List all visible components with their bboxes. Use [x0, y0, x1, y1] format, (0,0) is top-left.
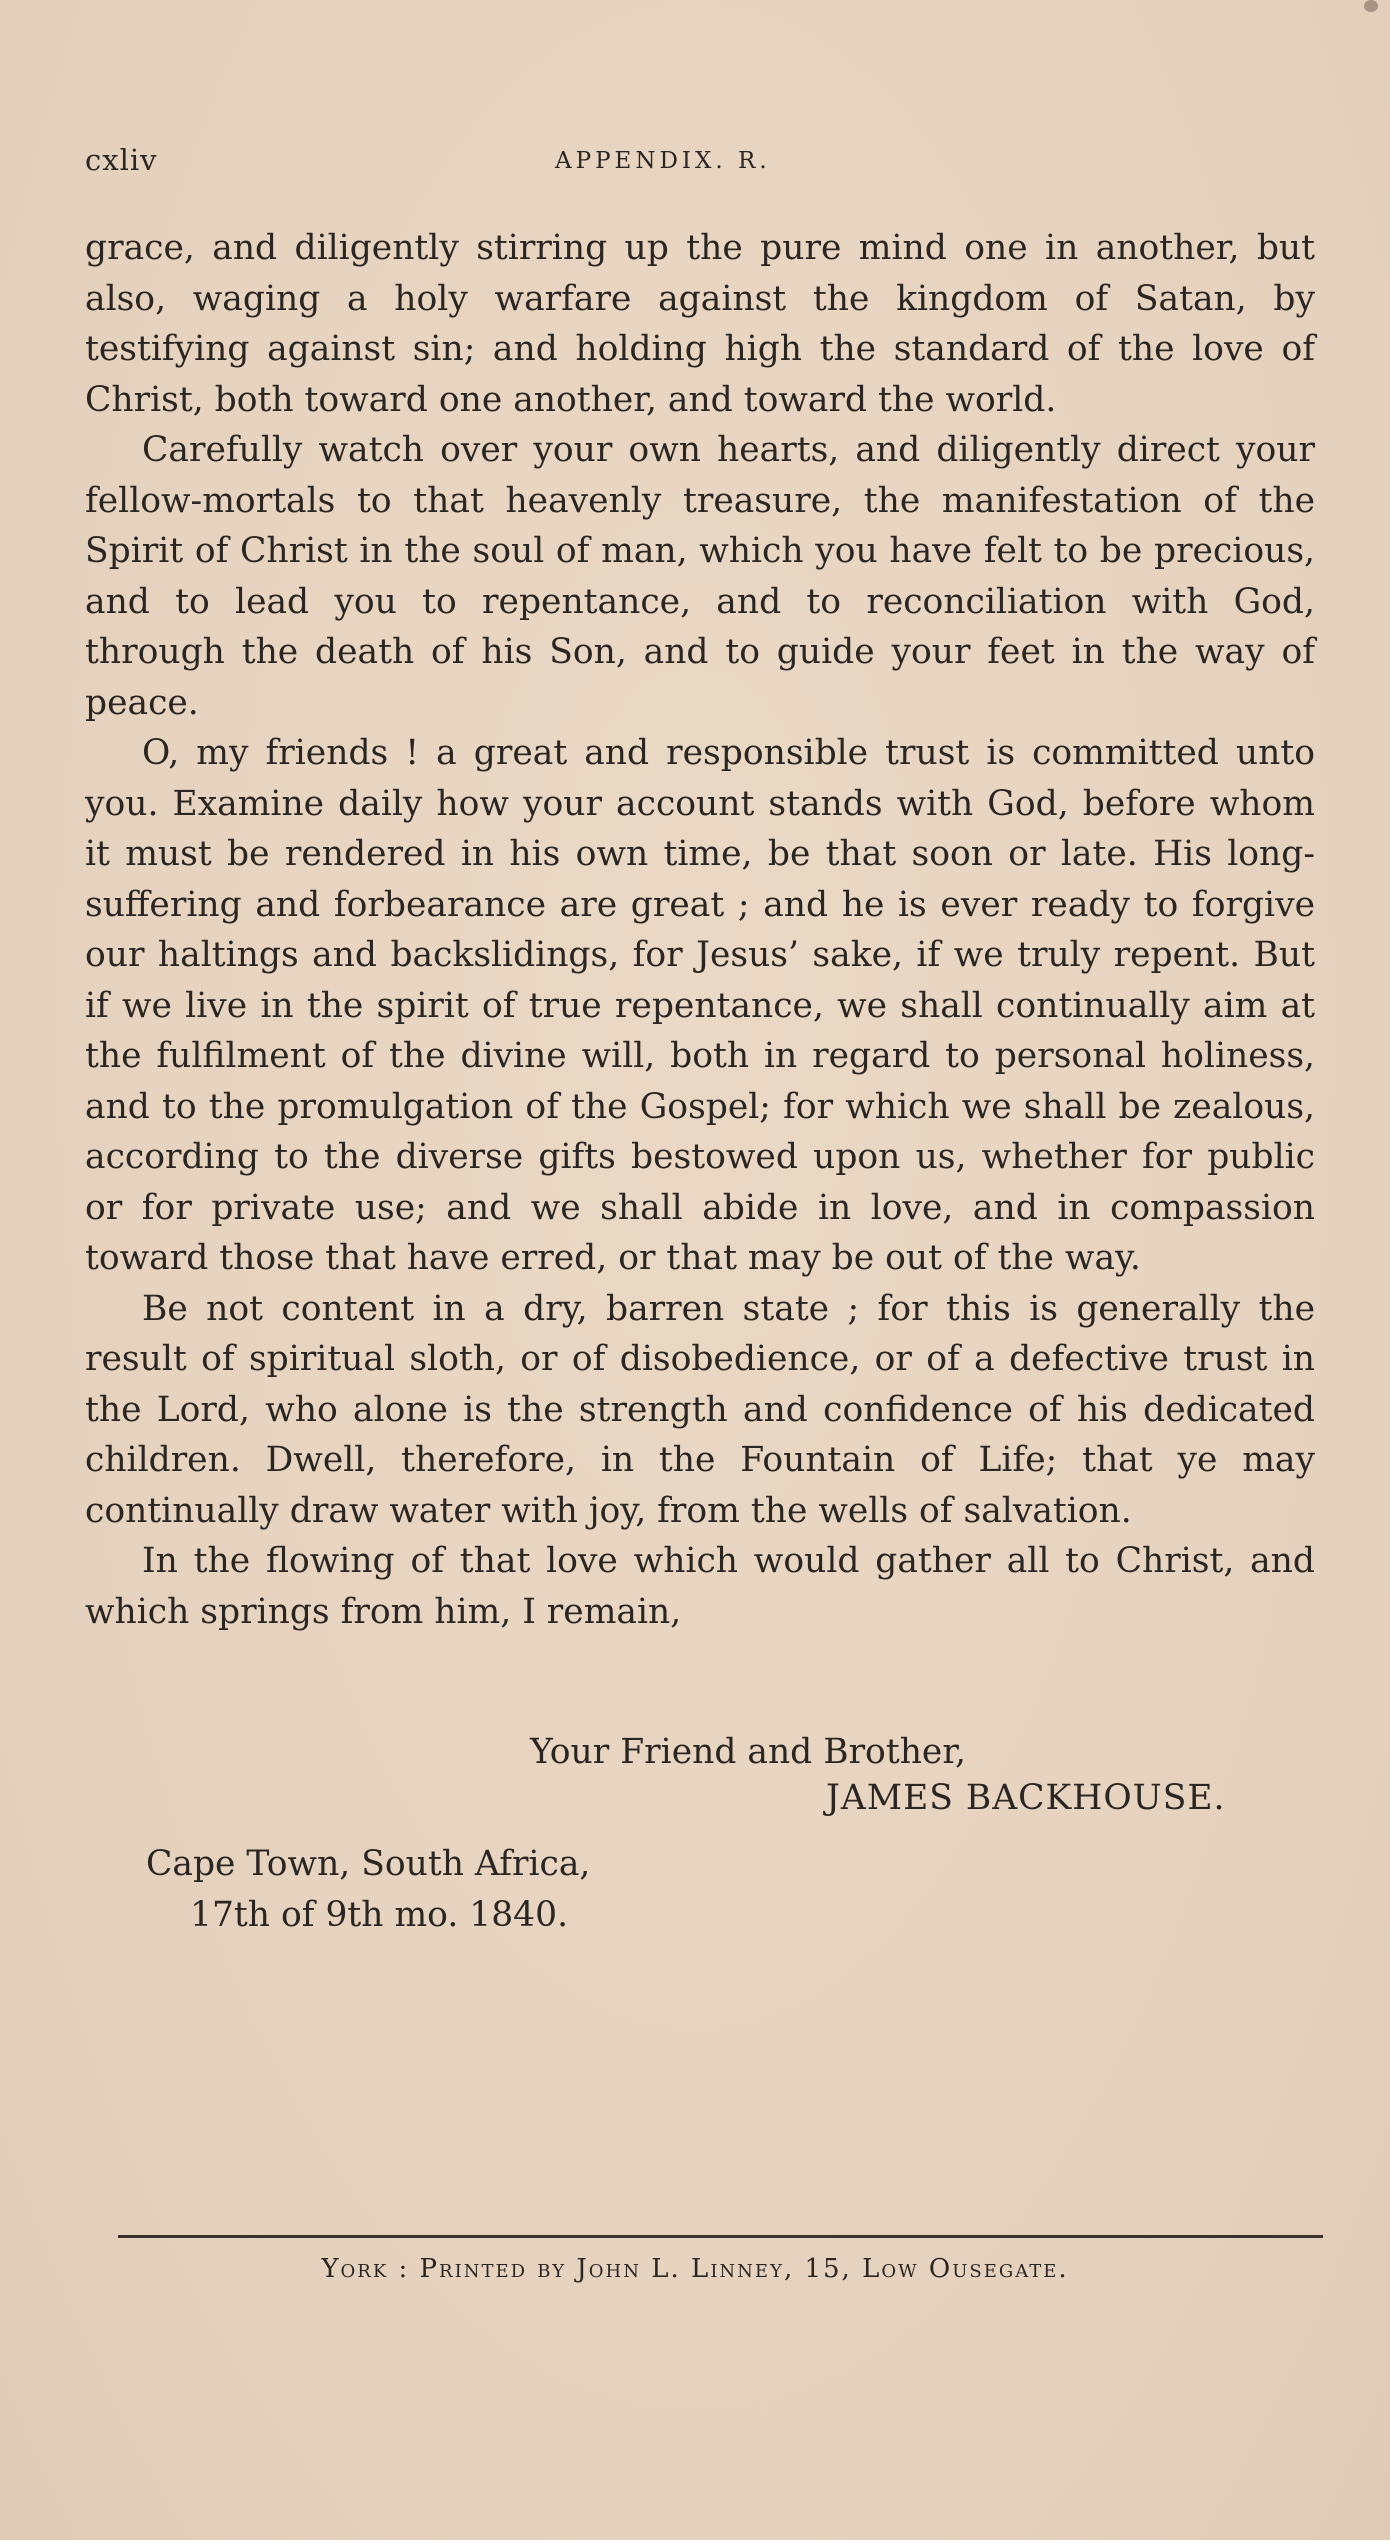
printer-imprint: York : Printed by John L. Linney, 15, Low Ousegate.: [321, 2254, 1069, 2284]
paragraph: O, my friends ! a great and responsible trust is committed unto you. Examine daily how your account stands with God, before whom it must be rendered in his own time, be that soon or late. His long-suffering and forbearance are great ; and he is ever ready to forgive our haltings and backslidings, for Jesus’ sake, if we truly repent. But if we live in the spirit of true repentance, we shall continually aim at the fulfilment of the divine will, both in regard to personal holiness, and to the promulgation of the Gospel; for which we shall be zealous, according to the diverse gifts bestowed upon us, whether for public or for private use; and we shall abide in love, and in compassion toward those that have erred, or that may be out of the way.: [85, 733, 1315, 1278]
running-head-title: APPENDIX. R.: [555, 148, 771, 174]
paragraph: In the flowing of that love which would gather all to Christ, and which springs from him, I remain,: [85, 1541, 1315, 1632]
paragraph: grace, and diligently stirring up the pure mind one in another, but also, waging a holy warfare against the kingdom of Satan, by testifying against sin; and holding high the standard of the love of Christ, both toward one another, and toward the world.: [85, 228, 1315, 420]
paragraph: Be not content in a dry, barren state ; for this is generally the result of spiritual sloth, or of disobedience, or of a defective trust in the Lord, who alone is the strength and confidence of his dedicated children. Dwell, therefore, in the Fountain of Life; that ye may continually draw water with joy, from the wells of salvation.: [85, 1288, 1315, 1531]
page-number: cxliv: [85, 143, 158, 177]
page-stain: [1364, 0, 1378, 12]
letter-date: 17th of 9th mo. 1840.: [190, 1895, 569, 1935]
letter-signature: JAMES BACKHOUSE.: [826, 1778, 1226, 1818]
letter-body: [85, 223, 1315, 1637]
letter-closing: Your Friend and Brother,: [530, 1732, 967, 1772]
imprint-rule: [118, 2235, 1323, 2238]
running-head: [85, 143, 1305, 183]
letter-place: Cape Town, South Africa,: [146, 1844, 591, 1884]
paragraph: Carefully watch over your own hearts, and diligently direct your fellow-mortals to that heavenly treasure, the manifestation of the Spirit of Christ in the soul of man, which you have felt to be precious, and to lead you to repentance, and to reconciliation with God, through the death of his Son, and to guide your feet in the way of peace.: [85, 430, 1315, 723]
